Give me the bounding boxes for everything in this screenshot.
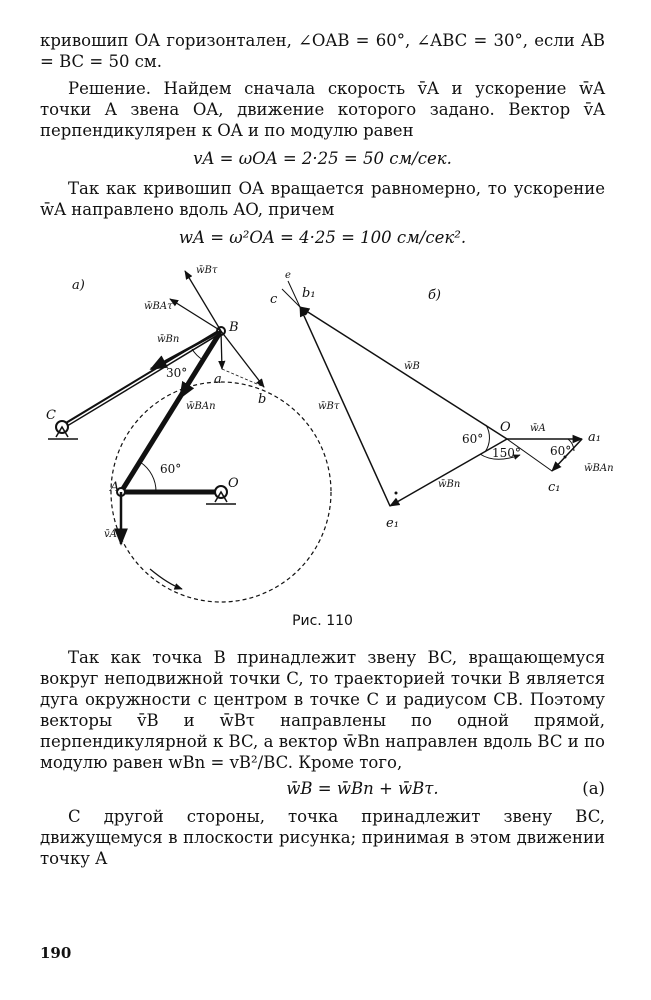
figure-caption: Рис. 110 (292, 613, 353, 629)
label-a: a (214, 372, 222, 387)
label-C: C (46, 408, 56, 423)
vector-wB-tau (185, 271, 221, 331)
paragraph-solution-start: Решение. Найдем сначала скорость v̄A и ускорение w̄A точки A звена OA, движение которого задано. Вектор v̄A перпендикулярен к OA и по модулю равен (40, 79, 605, 140)
formula-wB-row (40, 779, 605, 798)
vector-wBA-tau (170, 299, 221, 331)
figure-svg (0, 259, 651, 609)
panel-a-label: а) (72, 278, 85, 293)
label-b1: b₁ (302, 286, 316, 301)
page-number: 190 (40, 944, 72, 962)
label-b-O: O (500, 420, 511, 435)
label-wBA-n: w̄BAn (186, 401, 216, 412)
label-angle-60: 60° (160, 462, 182, 476)
formula-velocity-a: vA = ωOA = 2·25 = 50 см/сек. (193, 149, 452, 168)
label-a1: a₁ (588, 430, 601, 445)
label-wB-tau: w̄Bτ (196, 265, 218, 276)
panel-b-label: б) (428, 288, 442, 303)
label-b-angle-60-right: 60° (550, 444, 572, 458)
rotation-arrow (150, 569, 182, 589)
label-wB-n: w̄Bn (157, 334, 180, 345)
label-b-e: e (285, 270, 291, 281)
paragraph-problem-statement: кривошип OA горизонтален, ∠OAB = 60°, ∠ABC = 30°, если AB = BC = 50 см. (40, 31, 605, 71)
textbook-page (40, 30, 614, 869)
vector-b (221, 331, 264, 387)
formula-wB: w̄B = w̄Bn + w̄Bτ. (286, 779, 439, 798)
label-e1: e₁ (386, 516, 399, 531)
label-b-wA: w̄A (530, 423, 546, 434)
paragraph-trajectory: Так как точка B принадлежит звену BC, вращающемуся вокруг неподвижной точки C, то траекторией точки B является дуга окружности с центром в точке C и радиусом CB. Поэтому векторы v̄B и w̄Bτ направлены по одной прямой, перпендикулярной к BC, а вектор w̄Bn направлен вдоль BC и по модулю равен wBn = vB²/BC. Кроме того, (40, 648, 605, 772)
label-b-angle-150: 150° (492, 446, 521, 460)
label-b: b (258, 392, 267, 407)
vector-O-b1-wB (300, 307, 507, 439)
label-b-wB-tau: w̄Bτ (318, 401, 340, 412)
figure-110 (40, 259, 614, 609)
formula-tag-a: (a) (582, 779, 605, 798)
label-wBA-tau: w̄BAτ (144, 301, 173, 312)
paragraph-acceleration: Так как кривошип OA вращается равномерно, то ускорение w̄A направлено вдоль AO, причем (40, 179, 605, 219)
label-c1: c₁ (548, 480, 561, 495)
label-vA: v̄A (104, 529, 117, 540)
paragraph-other-side: С другой стороны, точка принадлежит звену BC, движущемуся в плоскости рисунка; принимая в этом движении точку A (40, 807, 605, 868)
vector-e1-b1-tau (300, 307, 390, 506)
label-B: B (229, 320, 239, 335)
label-b-c: c (270, 292, 278, 307)
vector-a (221, 331, 222, 369)
label-O: O (228, 476, 239, 491)
label-b-wB: w̄B (404, 361, 420, 372)
label-A: A (110, 480, 120, 495)
label-b-angle-60-left: 60° (462, 432, 484, 446)
vector-O-e1-n (390, 439, 507, 506)
formula-acceleration-a: wA = ω²OA = 4·25 = 100 см/сек². (178, 228, 467, 247)
label-angle-30: 30° (166, 366, 188, 380)
label-b-wBA-n: w̄BAn (584, 463, 614, 474)
label-b-wB-n: w̄Bn (438, 479, 461, 490)
